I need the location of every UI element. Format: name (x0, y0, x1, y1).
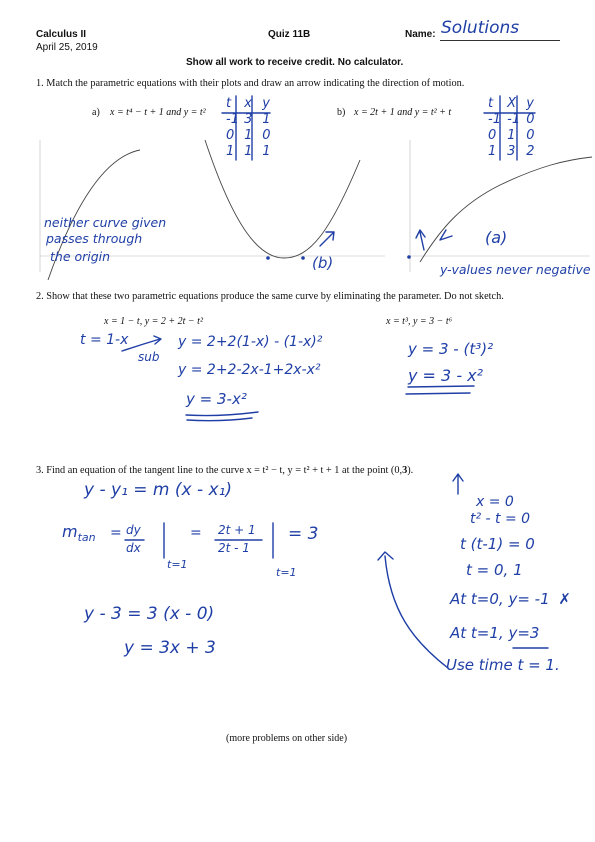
q3-frac2-den: 2t - 1 (218, 541, 250, 555)
table-a-cell: 1 (244, 144, 253, 159)
q3-work-point-slope: y - y₁ = m (x - x₁) (84, 480, 233, 500)
q3-prompt (36, 465, 413, 476)
q1-prompt: 1. Match the parametric equations with their plots and draw an arrow indicating the direction of motion. (36, 78, 465, 89)
plot-label-b: (b) (312, 254, 334, 272)
q2-work-sub: sub (138, 350, 160, 364)
q3-m: m (62, 522, 78, 541)
table-b-cell: 3 (507, 144, 516, 159)
plot-label-a: (a) (485, 228, 508, 247)
cross-out-mark: ✗ (558, 590, 571, 608)
q3-right-5-text: At t=0, y= -1 (450, 590, 550, 608)
q1b-equation: x = 2t + 1 and y = t² + t (354, 107, 452, 118)
q3-right-4: t = 0, 1 (466, 561, 523, 579)
table-b-cell: 2 (526, 144, 535, 159)
q3-m-sub: tan (77, 531, 96, 545)
plot-point (301, 256, 305, 260)
table-b-head-x: X (507, 96, 517, 111)
q3-right-7: Use time t = 1. (446, 656, 560, 674)
table-b-head-t: t (488, 96, 494, 111)
q3-equals-2: = (190, 525, 202, 541)
q3-right-6-value: y=3 (508, 624, 540, 642)
handwritten-marks (122, 96, 548, 668)
table-b-cell: 1 (488, 144, 497, 159)
q3-right-1: x = 0 (476, 494, 514, 510)
quiz-date: April 25, 2019 (36, 42, 98, 53)
student-name: Solutions (441, 18, 520, 38)
page-footer: (more problems on other side) (226, 733, 348, 744)
plot-point (266, 256, 270, 260)
q2-left-equation: x = 1 − t, y = 2 + 2t − t² (104, 316, 203, 327)
table-a-head-y: y (262, 96, 270, 111)
q3-work-line: y - 3 = 3 (x - 0) (84, 604, 215, 624)
table-b-head-y: y (526, 96, 534, 111)
table-b-cell: -1 (507, 112, 521, 127)
table-b-cell: -1 (488, 112, 501, 127)
table-b-cell: 0 (526, 128, 535, 143)
quiz-number: Quiz 11B (268, 29, 311, 40)
table-a-cell: 1 (244, 128, 253, 143)
q2-prompt: 2. Show that these two parametric equations produce the same curve by eliminating the parameter. Do not sketch. (36, 291, 504, 302)
q1-note-3: the origin (50, 249, 111, 264)
q1a-label: a) (92, 107, 100, 118)
table-b-cell: 0 (526, 112, 535, 127)
q3-frac2-num: 2t + 1 (218, 523, 256, 537)
table-b-cell: 0 (488, 128, 497, 143)
q2-work-4: y = 3-x² (186, 390, 247, 408)
q3-frac1-num: dy (126, 523, 141, 537)
q2-work-1: t = 1-x (80, 332, 129, 348)
q3-eval-1: t=1 (167, 558, 188, 571)
name-label: Name: (405, 29, 436, 40)
table-a-cell: 1 (226, 144, 235, 159)
plot-point (407, 255, 411, 259)
course-title: Calculus II (36, 29, 87, 40)
table-a-cell: 1 (262, 112, 271, 127)
q3-right-5 (450, 590, 571, 608)
table-a-head-t: t (226, 96, 232, 111)
q3-equals-1: = (110, 525, 122, 541)
q3-eval-2: t=1 (276, 566, 297, 579)
q1a-equation: x = t⁴ − t + 1 and y = t² (110, 107, 206, 118)
q2-right-equation: x = t³, y = 3 − t⁶ (386, 316, 453, 327)
q3-prompt-bold: 3 (402, 465, 408, 476)
q3-right-3: t (t-1) = 0 (460, 535, 535, 553)
table-a-cell: 0 (262, 128, 271, 143)
q3-frac1-den: dx (126, 541, 141, 555)
plot-gridlines (40, 140, 590, 272)
q3-right-6-text: At t=1, (450, 624, 509, 642)
q3-result: = 3 (288, 524, 319, 544)
table-a-cell: 1 (262, 144, 271, 159)
instructions: Show all work to receive credit. No calculator. (186, 57, 404, 68)
q3-prompt-end: ). (407, 465, 414, 476)
q3-right-2: t² - t = 0 (470, 511, 531, 527)
curve-plot-2 (205, 140, 360, 258)
q1-note-right: y-values never negative (440, 262, 591, 277)
q2-work-3: y = 2+2-2x-1+2x-x² (178, 362, 321, 378)
table-a-cell: -1 (226, 112, 239, 127)
q3-answer: y = 3x + 3 (124, 638, 216, 658)
q1b-label: b) (337, 107, 346, 118)
q2-right-work-2: y = 3 - x² (408, 366, 484, 385)
table-a-head-x: x (244, 96, 252, 111)
q1-note-1: neither curve given (44, 215, 167, 230)
q3-prompt-text: 3. Find an equation of the tangent line to the curve x = t² − t, y = t² + t + 1 at the point (0, (36, 465, 403, 476)
q3-right-6 (450, 624, 539, 642)
table-a-cell: 3 (244, 112, 253, 127)
table-a-cell: 0 (226, 128, 235, 143)
q2-right-work-1: y = 3 - (t³)² (408, 340, 494, 358)
table-b-cell: 1 (507, 128, 516, 143)
q3-m-label (62, 522, 96, 544)
q1-note-2: passes through (46, 231, 143, 246)
q2-work-2: y = 2+2(1-x) - (1-x)² (178, 334, 323, 350)
